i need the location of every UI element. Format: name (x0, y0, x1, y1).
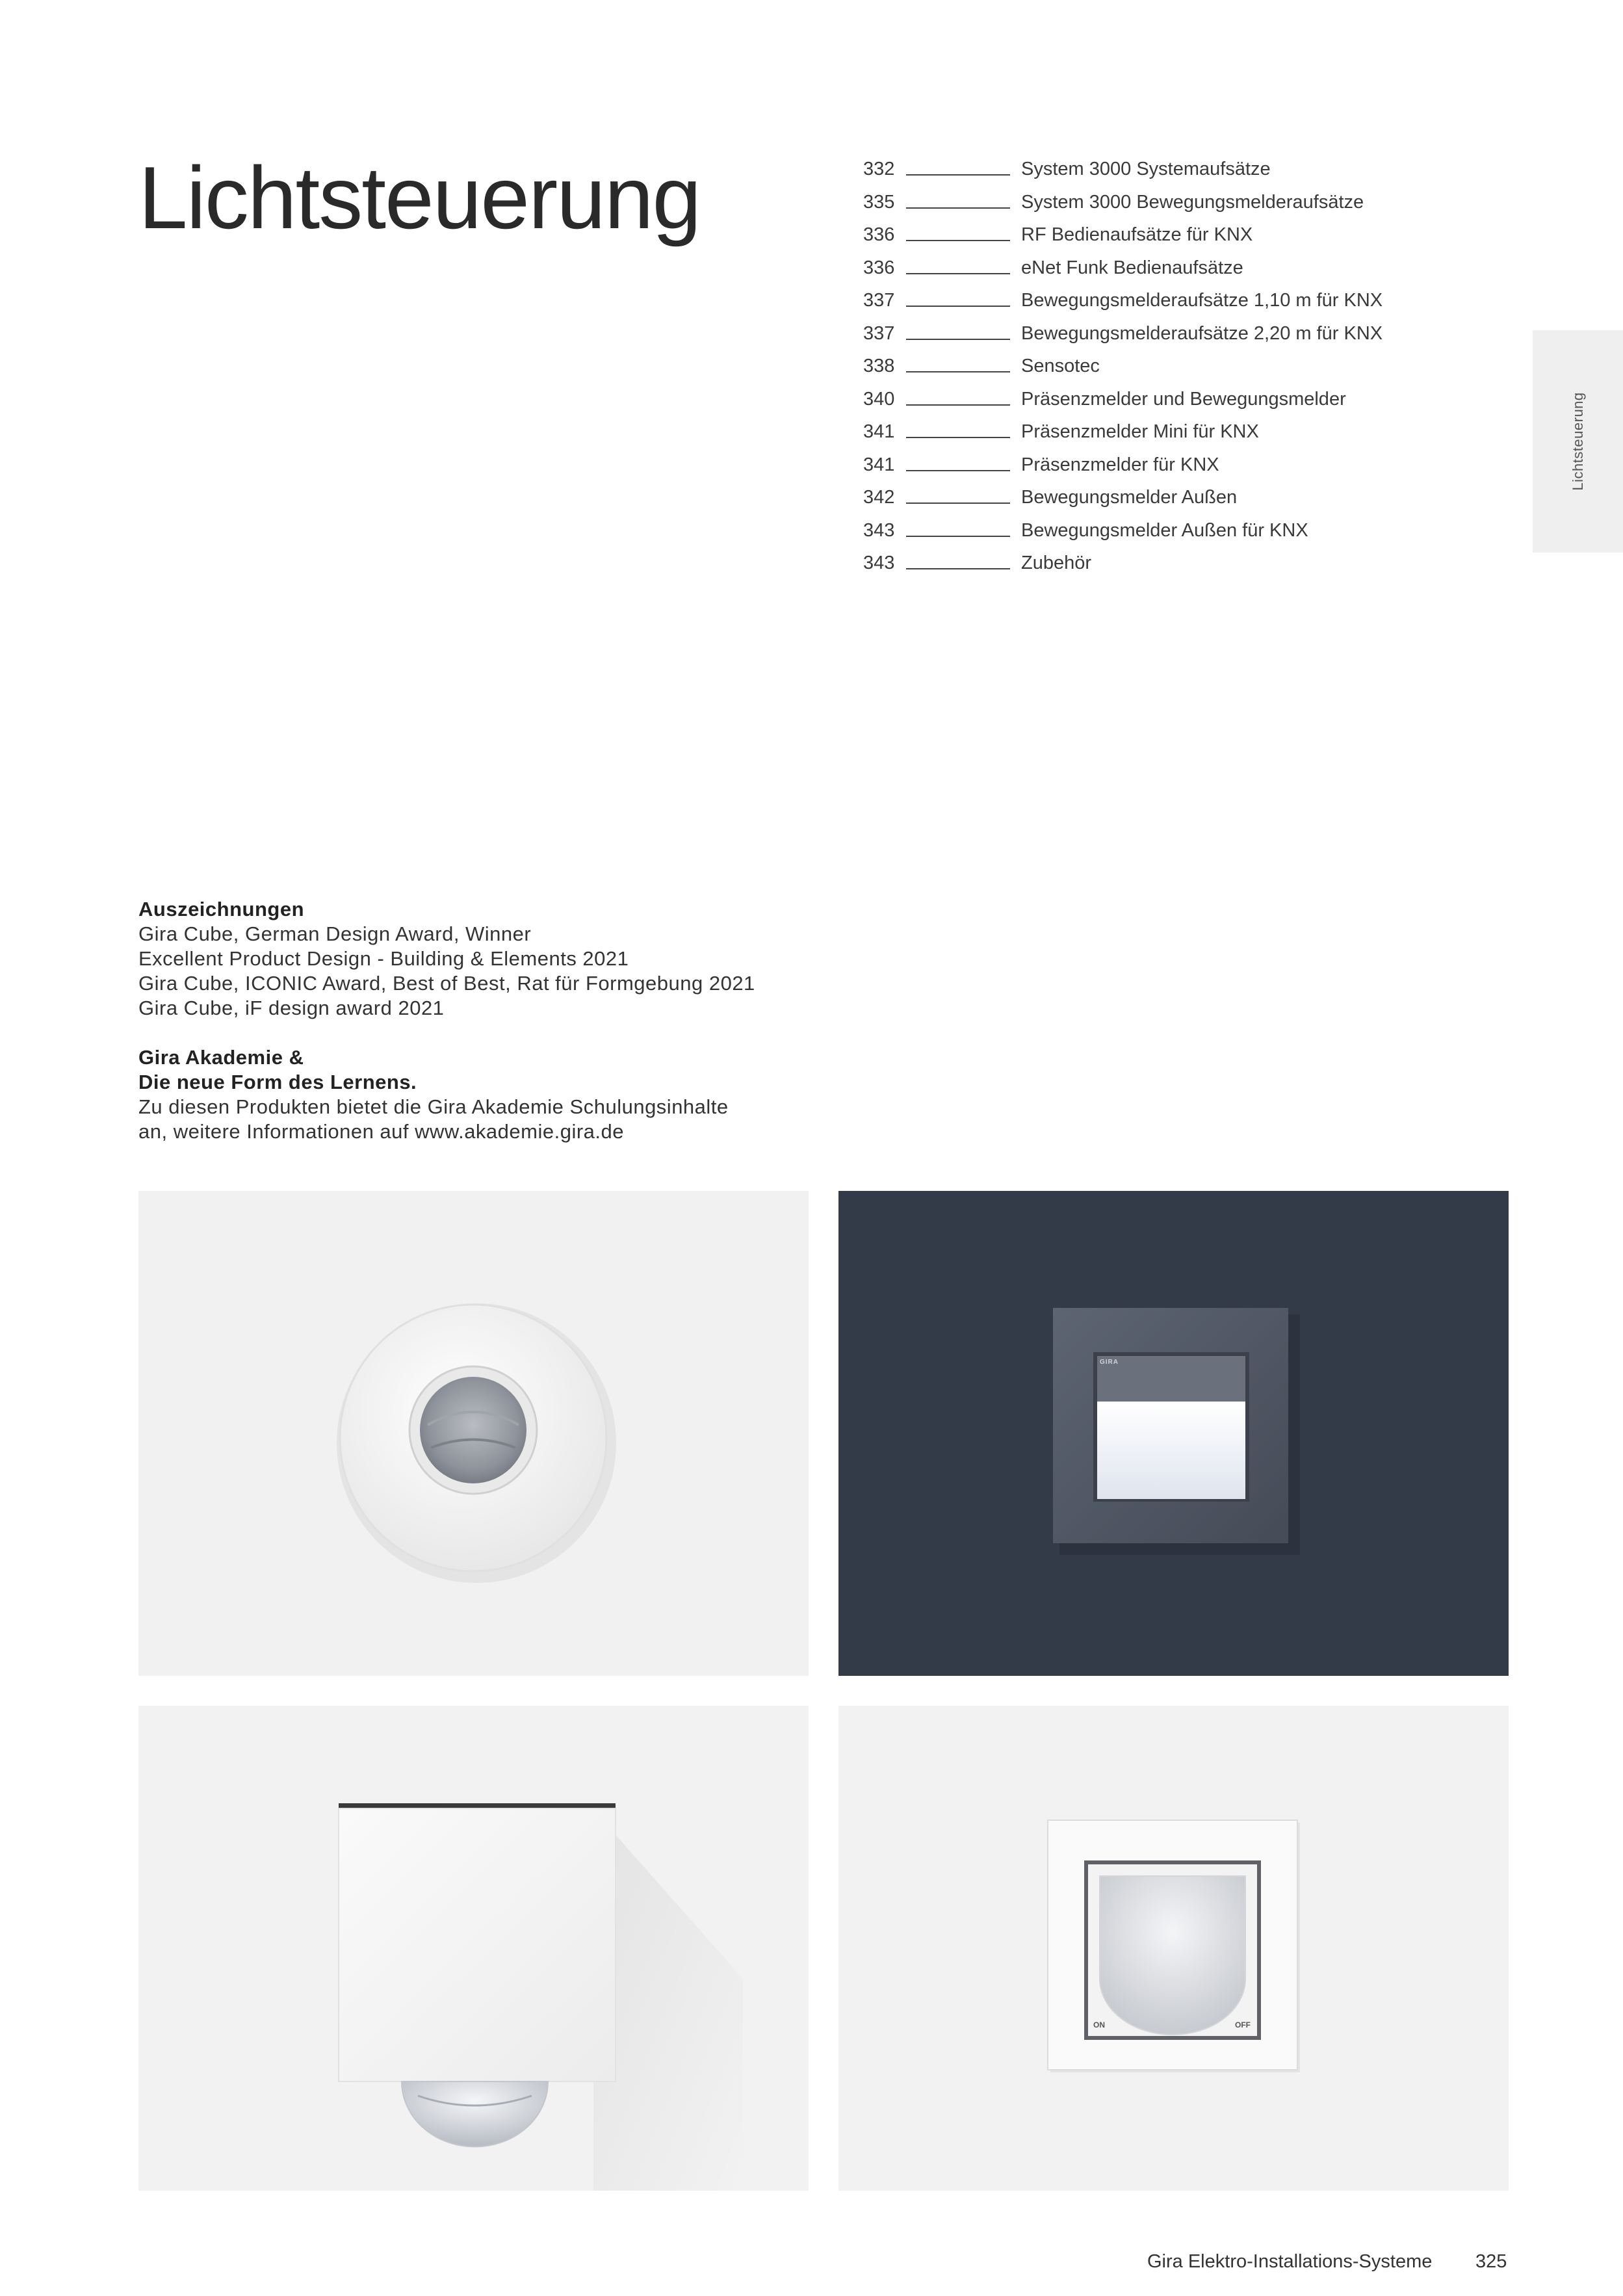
toc-label: Sensotec (1021, 356, 1100, 376)
brand-mark: GIRA (1100, 1359, 1119, 1366)
academy-subheading: Die neue Form des Lernens. (138, 1071, 417, 1093)
section-side-tab[interactable] (1533, 330, 1623, 553)
cube-detector-image (138, 1706, 809, 2191)
toc-label: Zubehör (1021, 553, 1092, 573)
toc-label: System 3000 Bewegungsmelderaufsätze (1021, 191, 1364, 213)
toc-item[interactable] (863, 257, 1448, 291)
toc-label: Bewegungsmelderaufsätze 1,10 m für KNX (1021, 290, 1383, 311)
toc-label: Bewegungsmelderaufsätze 2,20 m für KNX (1021, 322, 1383, 344)
page-title: Lichtsteuerung (138, 148, 701, 247)
toc-item[interactable] (863, 389, 1448, 422)
toc-item[interactable] (863, 520, 1448, 553)
toc-leader-line (906, 536, 1010, 537)
toc-leader-line (906, 207, 1010, 209)
academy-text: an, weitere Informationen auf www.akademie.gira.de (138, 1120, 625, 1143)
award-line: Gira Cube, German Design Award, Winner (138, 922, 532, 945)
toc-item[interactable] (863, 553, 1448, 586)
toc-leader-line (906, 273, 1010, 274)
academy-heading: Gira Akademie & (138, 1046, 304, 1069)
toc-leader-line (906, 404, 1010, 406)
toc-leader-line (906, 371, 1010, 372)
award-line: Gira Cube, ICONIC Award, Best of Best, Rat für Formgebung 2021 (138, 972, 755, 995)
awards-heading: Auszeichnungen (138, 898, 305, 920)
toc-leader-line (906, 240, 1010, 241)
toc-leader-line (906, 437, 1010, 438)
toc-leader-line (906, 174, 1010, 176)
switch-detector-image (838, 1706, 1509, 2191)
toc-label: Bewegungsmelder Außen für KNX (1021, 519, 1308, 541)
toc-leader-line (906, 339, 1010, 340)
toc-page-number: 337 (863, 290, 895, 311)
page-number: 325 (1475, 2251, 1507, 2272)
toc-item[interactable] (863, 454, 1448, 488)
toc-page-number: 338 (863, 356, 895, 376)
toc-label: System 3000 Systemaufsätze (1021, 159, 1271, 179)
toc-label: Präsenzmelder für KNX (1021, 454, 1219, 475)
footer-brand: Gira Elektro-Installations-Systeme (1147, 2251, 1433, 2272)
toc-page-number: 341 (863, 421, 895, 442)
toc-page-number: 343 (863, 553, 895, 573)
toc-page-number: 336 (863, 257, 895, 278)
toc-page-number: 335 (863, 191, 895, 213)
round-detector-image (138, 1191, 809, 1676)
awards-block (138, 897, 853, 1144)
toc-item[interactable] (863, 487, 1448, 520)
toc-item[interactable] (863, 192, 1448, 225)
award-line: Gira Cube, iF design award 2021 (138, 997, 445, 1019)
toc-page-number: 337 (863, 322, 895, 344)
off-label: OFF (1235, 2020, 1251, 2029)
toc-page-number: 343 (863, 519, 895, 541)
toc-item[interactable] (863, 421, 1448, 454)
toc-leader-line (906, 502, 1010, 504)
toc-item[interactable] (863, 290, 1448, 323)
toc-label: Präsenzmelder und Bewegungsmelder (1021, 388, 1346, 410)
side-tab-label: Lichtsteuerung (1569, 392, 1586, 491)
toc-item[interactable] (863, 323, 1448, 356)
academy-text: Zu diesen Produkten bietet die Gira Akademie Schulungsinhalte (138, 1095, 729, 1118)
toc-item[interactable] (863, 356, 1448, 389)
product-photo-switch-detector (838, 1706, 1509, 2191)
table-of-contents (863, 159, 1448, 586)
led-light-image (838, 1191, 1509, 1676)
product-photo-round-detector (138, 1191, 809, 1676)
toc-page-number: 342 (863, 487, 895, 508)
toc-label: eNet Funk Bedienaufsätze (1021, 257, 1243, 278)
toc-leader-line (906, 470, 1010, 471)
toc-label: Präsenzmelder Mini für KNX (1021, 421, 1259, 442)
toc-page-number: 340 (863, 388, 895, 410)
product-photo-led-light (838, 1191, 1509, 1676)
toc-item[interactable] (863, 224, 1448, 257)
spacer (138, 1021, 853, 1045)
product-photo-cube-detector (138, 1706, 809, 2191)
toc-page-number: 332 (863, 159, 895, 179)
toc-leader-line (906, 568, 1010, 569)
on-label: ON (1093, 2020, 1105, 2029)
toc-leader-line (906, 306, 1010, 307)
toc-page-number: 336 (863, 224, 895, 245)
toc-label: RF Bedienaufsätze für KNX (1021, 224, 1253, 245)
toc-label: Bewegungsmelder Außen (1021, 487, 1238, 508)
award-line: Excellent Product Design - Building & Elements 2021 (138, 947, 629, 970)
toc-item[interactable] (863, 159, 1448, 192)
toc-page-number: 341 (863, 454, 895, 475)
